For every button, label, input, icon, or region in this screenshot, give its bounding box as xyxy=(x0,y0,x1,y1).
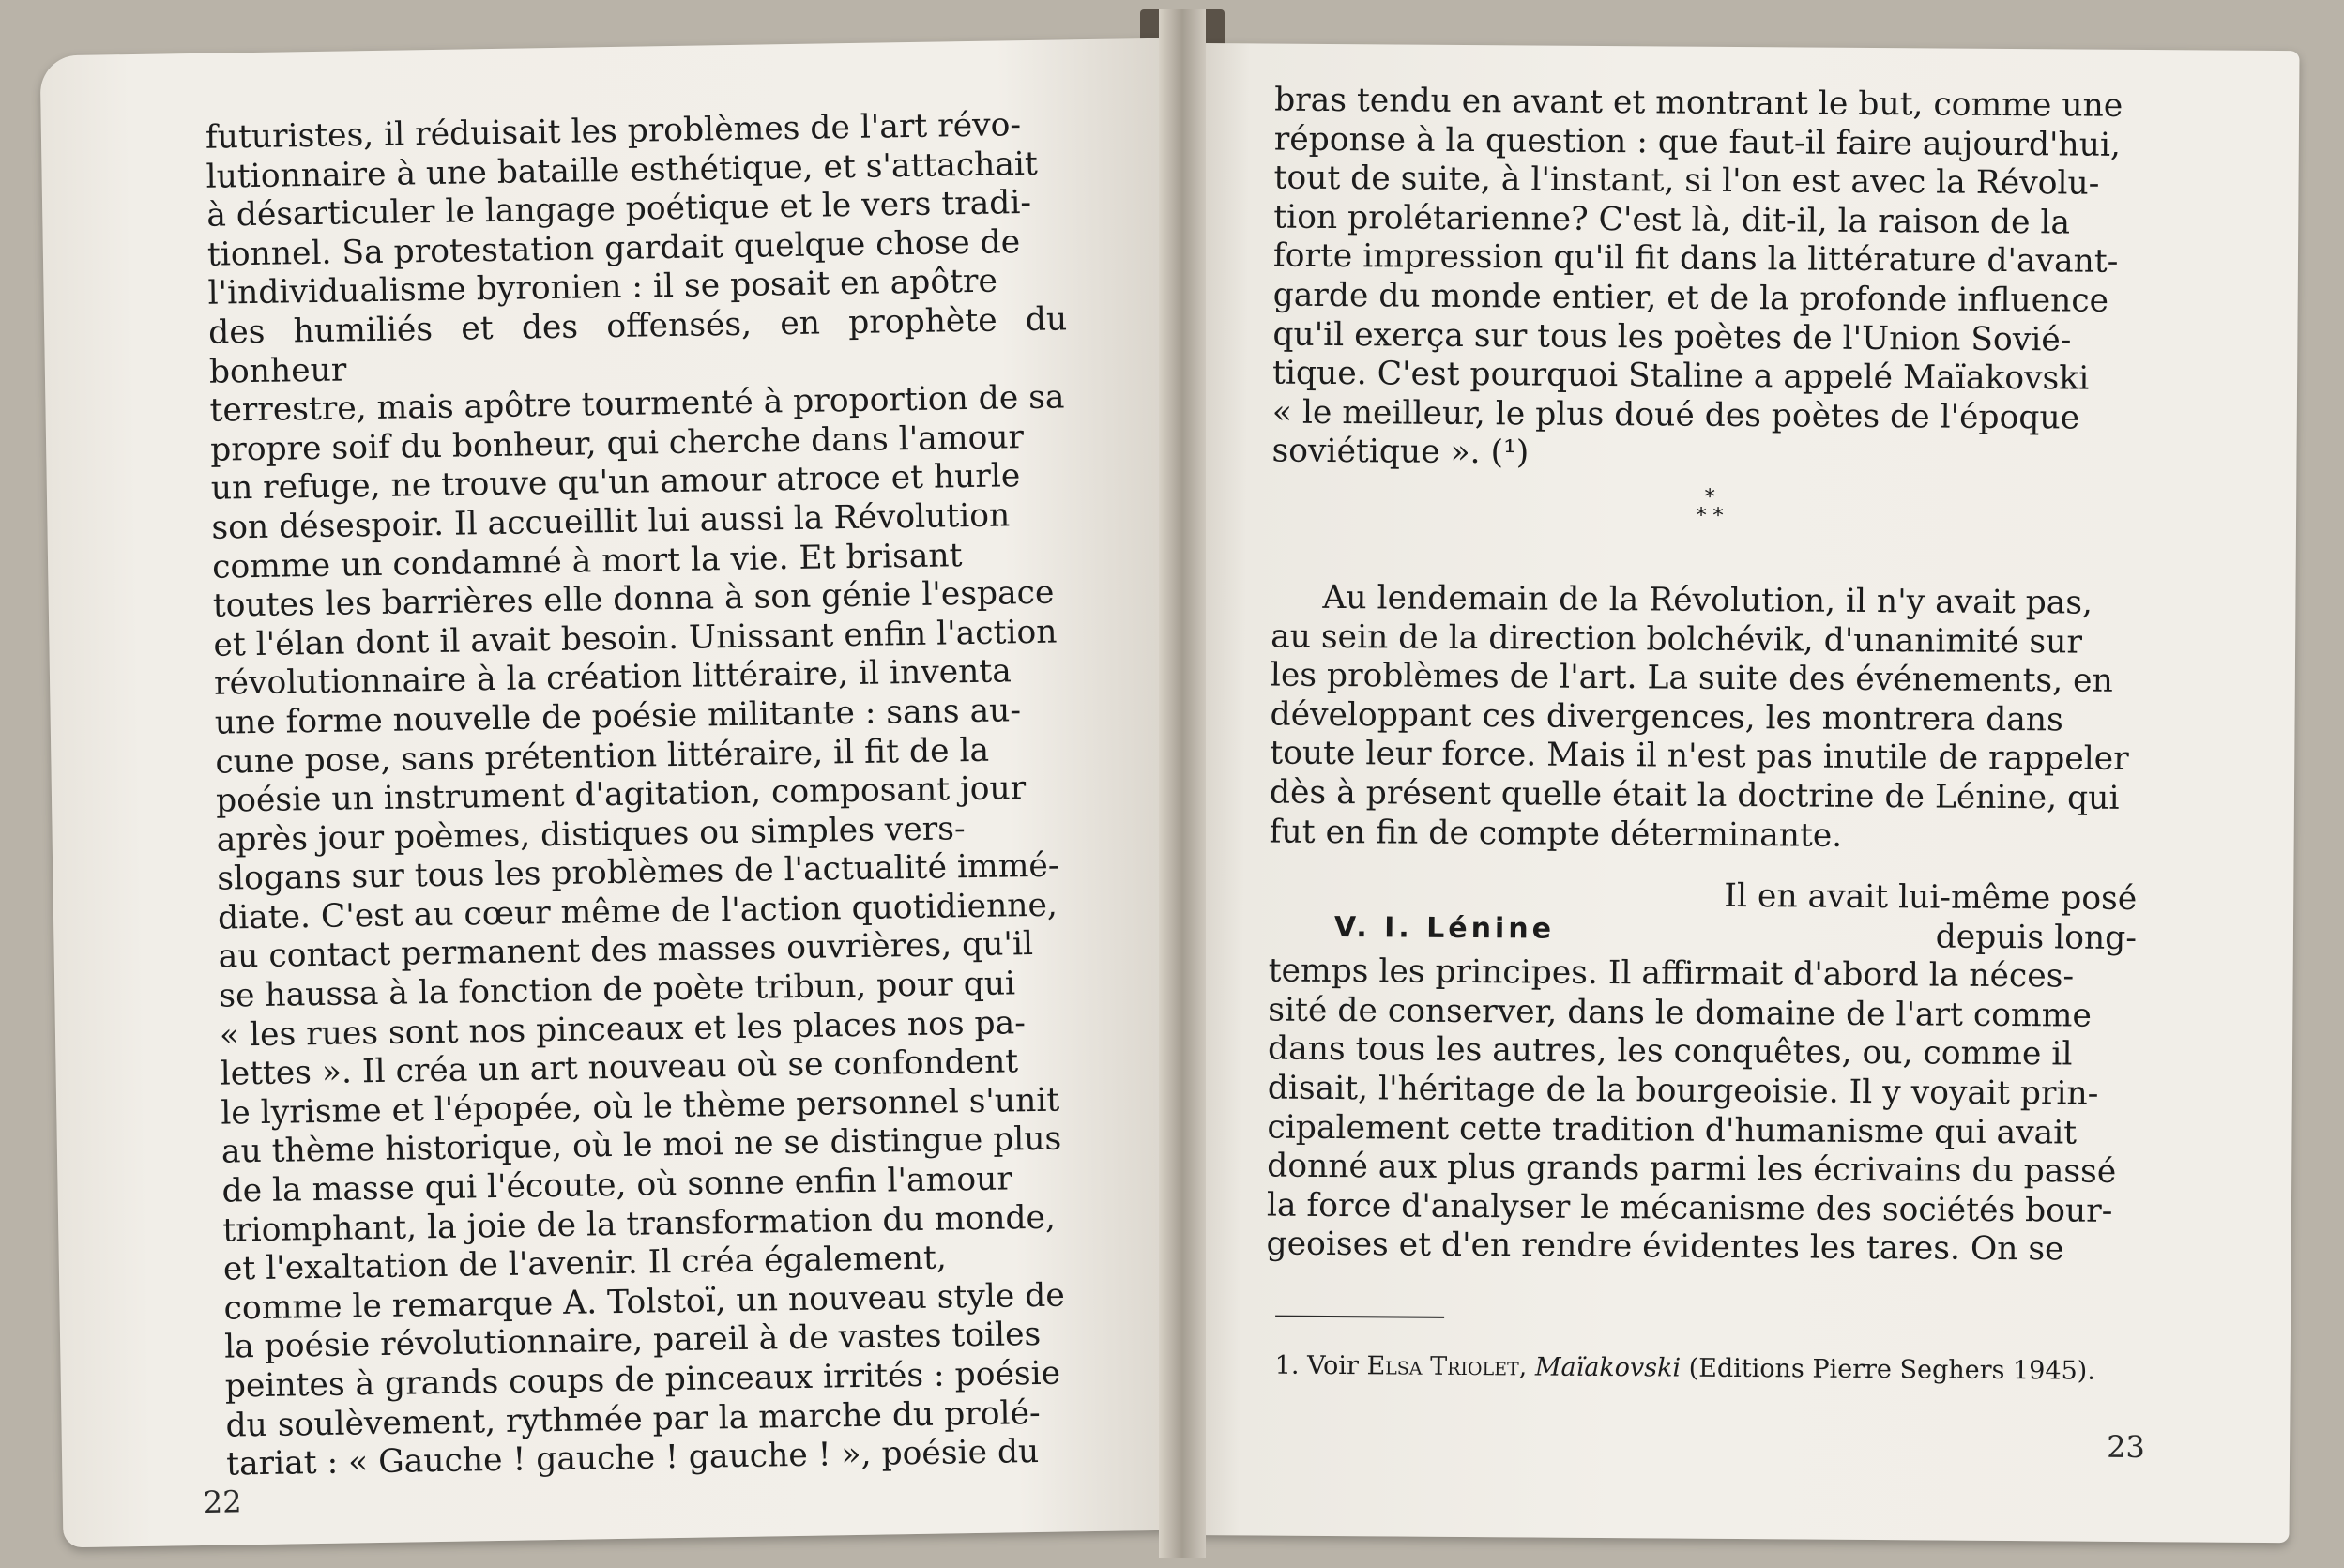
text-line: et l'élan dont il avait besoin. Unissant enfin l'action xyxy=(213,613,1058,664)
text-line: lettes ». Il créa un art nouveau où se confondent xyxy=(220,1043,1019,1093)
right-page-second-paragraph xyxy=(1270,579,2139,859)
text-line: et l'exaltation de l'avenir. Il créa également, xyxy=(222,1239,948,1288)
text-line: forte impression qu'il fit dans la littérature d'avant- xyxy=(1272,236,2119,282)
footnote-title: Maïakovski xyxy=(1534,1352,1682,1383)
text-line: les problèmes de l'art. La suite des événements, en xyxy=(1270,656,2113,700)
text-line: cipalement cette tradition d'humanisme qui avait xyxy=(1267,1108,2078,1152)
right-page xyxy=(1172,43,2299,1543)
text-line: soviétique ». (¹) xyxy=(1271,432,1530,472)
text-line: cune pose, sans prétention littéraire, il fit de la xyxy=(215,731,990,782)
text-line: futuristes, il réduisait les problèmes de l'art révo- xyxy=(205,106,1022,157)
footnote-author: Elsa Triolet xyxy=(1366,1351,1519,1382)
footnote: 1. Voir Elsa Triolet, Maïakovski (Editions Pierre Seghers 1945). xyxy=(1274,1350,2095,1386)
footnote-rule xyxy=(1275,1316,1444,1318)
text-line: Il en avait lui-même posé depuis long- xyxy=(1724,876,2138,957)
text-line: développant ces divergences, les montrera dans xyxy=(1270,695,2063,739)
text-line: tion prolétarienne? C'est là, dit-il, la raison de la xyxy=(1273,198,2071,242)
text-line: propre soif du bonheur, qui cherche dans l'amour xyxy=(209,418,1025,469)
text-line: tique. C'est pourquoi Staline a appelé Maïakovski xyxy=(1271,354,2090,398)
page-number: 22 xyxy=(203,1484,242,1520)
book-gutter xyxy=(1159,9,1206,1558)
page-number: 23 xyxy=(2107,1428,2145,1466)
text-line: toute leur force. Mais il n'est pas inutile de rappeler xyxy=(1270,734,2129,779)
text-line: Au lendemain de la Révolution, il n'y avait pas, xyxy=(1322,578,2093,622)
text-line: révolutionnaire à la création littéraire, il inventa xyxy=(213,652,1012,704)
left-page xyxy=(40,38,1190,1548)
lenin-section xyxy=(1266,875,2137,1271)
text-line: triomphant, la joie de la transformation du monde, xyxy=(221,1198,1057,1250)
footnote-number: 1. xyxy=(1274,1350,1300,1380)
text-line: dans tous les autres, les conquêtes, ou, comme il xyxy=(1267,1029,2073,1073)
text-line: l'individualisme byronien : il se posait en apôtre xyxy=(207,262,998,313)
text-line: dès à présent quelle était la doctrine de Lénine, qui xyxy=(1269,773,2120,817)
footnote-rest: (Editions Pierre Seghers 1945). xyxy=(1688,1353,2095,1386)
text-line: diate. C'est au cœur même de l'action quotidienne, xyxy=(217,886,1058,937)
section-separator: * * * xyxy=(1696,476,1724,519)
text-line: poésie un instrument d'agitation, composant jour xyxy=(215,769,1027,820)
text-line: au thème historique, où le moi ne se distingue plus xyxy=(221,1120,1062,1172)
text-line: au contact permanent des masses ouvrières, qu'il xyxy=(218,925,1034,977)
text-line: sité de conserver, dans le domaine de l'art comme xyxy=(1268,991,2092,1035)
text-line: peintes à grands coups de pinceaux irrités : poésie xyxy=(224,1354,1061,1406)
section-heading: V. I. Lénine xyxy=(1333,911,1556,946)
text-line: se haussa à la fonction de poète tribun, pour qui xyxy=(219,965,1016,1015)
text-line: après jour poèmes, distiques ou simples vers- xyxy=(216,809,966,860)
text-line: slogans sur tous les problèmes de l'actualité immé- xyxy=(217,846,1059,898)
text-line: la poésie révolutionnaire, pareil à de vastes toiles xyxy=(223,1316,1042,1367)
text-line: le lyrisme et l'épopée, où le thème personnel s'unit xyxy=(220,1081,1060,1133)
text-line: comme le remarque A. Tolstoï, un nouveau style de xyxy=(223,1276,1066,1328)
text-line: disait, l'héritage de la bourgeoisie. Il y voyait prin- xyxy=(1267,1069,2099,1113)
text-line: une forme nouvelle de poésie militante : sans au- xyxy=(214,692,1022,742)
text-line: toutes les barrières elle donna à son génie l'espace xyxy=(212,573,1055,625)
text-line: geoises et d'en rendre évidentes les tares. On se xyxy=(1266,1225,2064,1269)
text-line: terrestre, mais apôtre tourmenté à proportion de sa xyxy=(209,378,1065,430)
text-line: garde du monde entier, et de la profonde influence xyxy=(1272,276,2109,320)
text-line: lutionnaire à une bataille esthétique, et s'attachait xyxy=(205,145,1039,196)
text-line: de la masse qui l'écoute, où sonne enfin l'amour xyxy=(221,1160,1013,1210)
text-line: qu'il exerça sur tous les poètes de l'Union Sovié- xyxy=(1272,315,2072,359)
text-line: tionnel. Sa protestation gardait quelque chose de xyxy=(206,222,1021,274)
text-line: son désespoir. Il accueillit lui aussi la Révolution xyxy=(211,496,1011,547)
text-line: comme un condamné à mort la vie. Et brisant xyxy=(211,536,963,586)
text-line: « les rues sont nos pinceaux et les places nos pa- xyxy=(219,1003,1027,1055)
left-page-body xyxy=(205,105,1086,1484)
text-line: réponse à la question : que faut-il faire aujourd'hui, xyxy=(1273,120,2122,164)
open-book xyxy=(28,9,2318,1558)
text-line: temps les principes. Il affirmait d'abord la néces- xyxy=(1268,951,2075,996)
text-line: au sein de la direction bolchévik, d'unanimité sur xyxy=(1271,617,2083,662)
text-line: des humiliés et des offensés, en prophète du bonheur xyxy=(207,300,1068,391)
text-line: tout de suite, à l'instant, si l'on est avec la Révolu- xyxy=(1273,159,2100,203)
text-line: la force d'analyser le mécanisme des sociétés bour- xyxy=(1266,1186,2113,1230)
footnote-prefix: Voir xyxy=(1306,1350,1360,1381)
text-line: donné aux plus grands parmi les écrivains du passé xyxy=(1267,1147,2117,1191)
text-line: fut en fin de compte déterminante. xyxy=(1269,813,1843,855)
text-line: un refuge, ne trouve qu'un amour atroce et hurle xyxy=(210,457,1021,509)
text-line: bras tendu en avant et montrant le but, comme une xyxy=(1274,81,2123,125)
right-page-upper-paragraph xyxy=(1271,82,2142,478)
text-line: à désarticuler le langage poétique et le vers tradi- xyxy=(205,184,1032,235)
text-line: « le meilleur, le plus doué des poètes de l'époque xyxy=(1271,393,2080,437)
text-line: du soulèvement, rythmée par la marche du prolé- xyxy=(225,1393,1041,1445)
text-line: tariat : « Gauche ! gauche ! gauche ! », poésie du xyxy=(225,1433,1040,1484)
